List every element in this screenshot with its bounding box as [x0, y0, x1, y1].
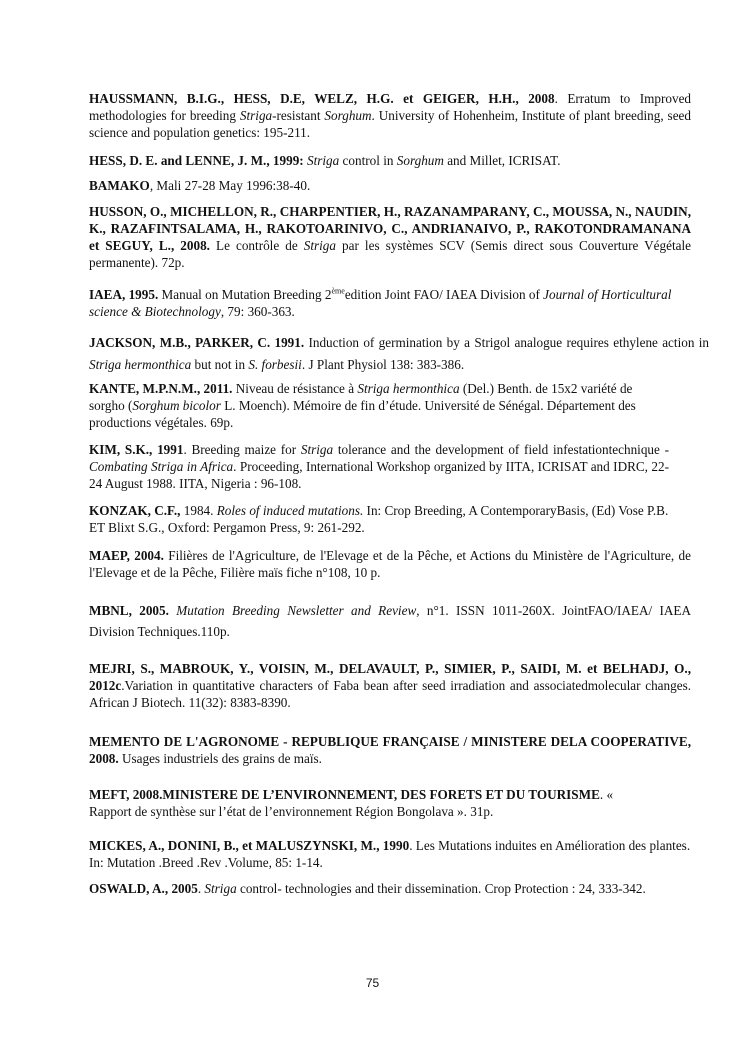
reference-text: . J Plant Physiol 138: 383‑386.	[301, 357, 465, 372]
reference-mejri-2012	[89, 660, 691, 711]
reference-oswald-2005	[89, 880, 649, 897]
reference-maep-2004	[89, 547, 691, 581]
reference-authors: MEJRI, S., MABROUK, Y., VOISIN, M., DELAVAULT, P., SIMIER, P., SAIDI, M. et BELHADJ, O., 2012c	[89, 661, 691, 693]
reference-text: . Proceeding, International Workshop organized by IITA, ICRISAT and IDRC, 22-24 August 1988. IITA, Nigeria : 96-108.	[89, 459, 669, 491]
publication-title: Mutation Breeding Newsletter and Review	[176, 603, 417, 618]
reference-text: control- technologies and their dissemination. Crop Protection : 24, 333-342.	[236, 881, 646, 896]
reference-meft-2008	[89, 786, 619, 820]
reference-haussmann-2008	[89, 90, 691, 141]
reference-text: but not in	[191, 357, 249, 372]
reference-mbnl-2005	[89, 600, 691, 642]
reference-hess-1999	[89, 152, 691, 169]
reference-text: Filières de l'Agriculture, de l'Elevage et de la Pêche, et Actions du Ministère de l'Agriculture, de l'Elevage et de la Pêche, Filière maïs fiche n°108, 10 p.	[89, 548, 691, 580]
species-name: Striga	[300, 442, 334, 457]
reference-authors: HESS, D. E. and LENNE, J. M., 1999:	[89, 153, 304, 168]
reference-text: , n°1. ISSN 1011-260X. JointFAO/IAEA/ IAEA Division Techniques.110p.	[89, 603, 692, 639]
page-number: 75	[365, 976, 380, 990]
species-name: Sorghum bicolor	[132, 398, 221, 413]
reference-konzak-1984	[89, 502, 669, 536]
reference-text: .Variation in quantitative characters of Faba bean after seed irradiation and associatedmolecular changes. African J Biotech. 11(32): 8383-8390.	[89, 678, 691, 710]
reference-jackson-1991	[89, 332, 709, 376]
reference-text: .	[197, 881, 205, 896]
reference-text: Induction of germination by a Strigol analogue requires ethylene action in	[304, 335, 709, 350]
reference-text: Manual on Mutation Breeding 2	[158, 287, 332, 302]
species-name: Striga	[204, 881, 237, 896]
reference-text: Usages industriels des grains de maïs.	[118, 751, 322, 766]
reference-authors: JACKSON, M.B., PARKER, C. 1991.	[89, 335, 305, 350]
reference-text: Niveau de résistance à	[232, 381, 358, 396]
reference-authors: MEFT, 2008.MINISTERE DE L’ENVIRONNEMENT, DES FORETS ET DU TOURISME	[89, 787, 600, 802]
reference-text: , Mali 27-28 May 1996:38-40.	[149, 178, 311, 193]
reference-authors: KANTE, M.P.N.M., 2011.	[89, 381, 233, 396]
publication-title: Combating Striga in Africa	[89, 459, 234, 474]
reference-text: . « Rapport de synthèse sur l’état de l’environnement Région Bongolava ». 31p.	[89, 787, 614, 819]
reference-text: . Erratum to Improved methodologies for breeding	[89, 91, 692, 123]
reference-text: par les systèmes SCV (Semis direct sous Couverture Végétale permanente). 72p.	[89, 238, 691, 270]
species-name: Sorghum	[324, 108, 372, 123]
reference-iaea-1995	[89, 286, 691, 320]
reference-text: Le contrôle de	[209, 238, 304, 253]
reference-text: and Millet, ICRISAT.	[443, 153, 561, 168]
reference-text: control in	[339, 153, 397, 168]
reference-authors: HAUSSMANN, B.I.G., HESS, D.E, WELZ, H.G. et GEIGER, H.H., 2008	[89, 91, 555, 106]
reference-husson-2008	[89, 203, 691, 271]
reference-text: tolerance and the development of field infestationtechnique -	[333, 442, 669, 457]
reference-text: . Les Mutations induites en Amélioration des plantes. In: Mutation .Breed .Rev .Volume, 85: 1-14.	[89, 838, 691, 870]
reference-text: (Del.) Benth. de 15x2 variété de sorgho (	[89, 381, 633, 413]
reference-kim-1991	[89, 441, 669, 492]
reference-authors: BAMAKO	[89, 178, 150, 193]
species-name: Striga	[239, 108, 273, 123]
reference-authors: KIM, S.K., 1991	[89, 442, 184, 457]
reference-authors: MICKES, A., DONINI, B., et MALUSZYNSKI, M., 1990	[89, 838, 410, 853]
reference-text: In: Crop Breeding, A ContemporaryBasis, (Ed) Vose P.B. ET Blixt S.G., Oxford: Pergamon Press, 9: 261-292.	[89, 503, 669, 535]
species-name: Striga hermonthica	[89, 357, 192, 372]
reference-authors: HUSSON, O., MICHELLON, R., CHARPENTIER, H., RAZANAMPARANY, C., MOUSSA, N., NAUDIN, K., RAZAFINTSALAMA, H., RAKOTOARINIVO, C., ANDRIANAIVO, P., RAKOTONDRAMANANA et SEGUY, L., 2008.	[89, 204, 691, 253]
superscript: ème	[331, 286, 345, 296]
reference-kante-2011	[89, 380, 669, 431]
reference-authors: MBNL, 2005.	[89, 603, 169, 618]
reference-authors: IAEA, 1995.	[89, 287, 159, 302]
species-name: Striga	[307, 153, 340, 168]
reference-memento-2008	[89, 733, 691, 767]
species-name: Striga	[303, 238, 336, 253]
publication-title: Roles of induced mutations.	[216, 503, 364, 518]
reference-bamako-1996	[89, 177, 691, 194]
reference-authors: OSWALD, A., 2005	[89, 881, 198, 896]
species-name: Striga hermonthica	[357, 381, 460, 396]
species-name: S. forbesii	[248, 357, 302, 372]
reference-text: L. Moench). Mémoire de fin d’étude. Université de Sénégal. Département des productions végétales. 69p.	[89, 398, 636, 430]
reference-mickes-1990	[89, 837, 691, 871]
reference-authors: MEMENTO DE L'AGRONOME - REPUBLIQUE FRANÇAISE / MINISTERE DELA COOPERATIVE, 2008.	[89, 734, 691, 766]
reference-text: 1984.	[180, 503, 217, 518]
reference-text: . Breeding maize for	[183, 442, 301, 457]
reference-text: -resistant	[272, 108, 325, 123]
reference-authors: KONZAK, C.F.,	[89, 503, 181, 518]
species-name: Sorghum	[396, 153, 444, 168]
journal-title: Journal of Horticultural science & Biotechnology	[89, 287, 672, 319]
reference-text: edition Joint FAO/ IAEA Division of	[344, 287, 544, 302]
reference-authors: MAEP, 2004.	[89, 548, 164, 563]
reference-text: . University of Hohenheim, Institute of plant breeding, seed science and population genetics: 195-211.	[89, 108, 691, 140]
reference-text: , 79: 360-363.	[220, 304, 295, 319]
